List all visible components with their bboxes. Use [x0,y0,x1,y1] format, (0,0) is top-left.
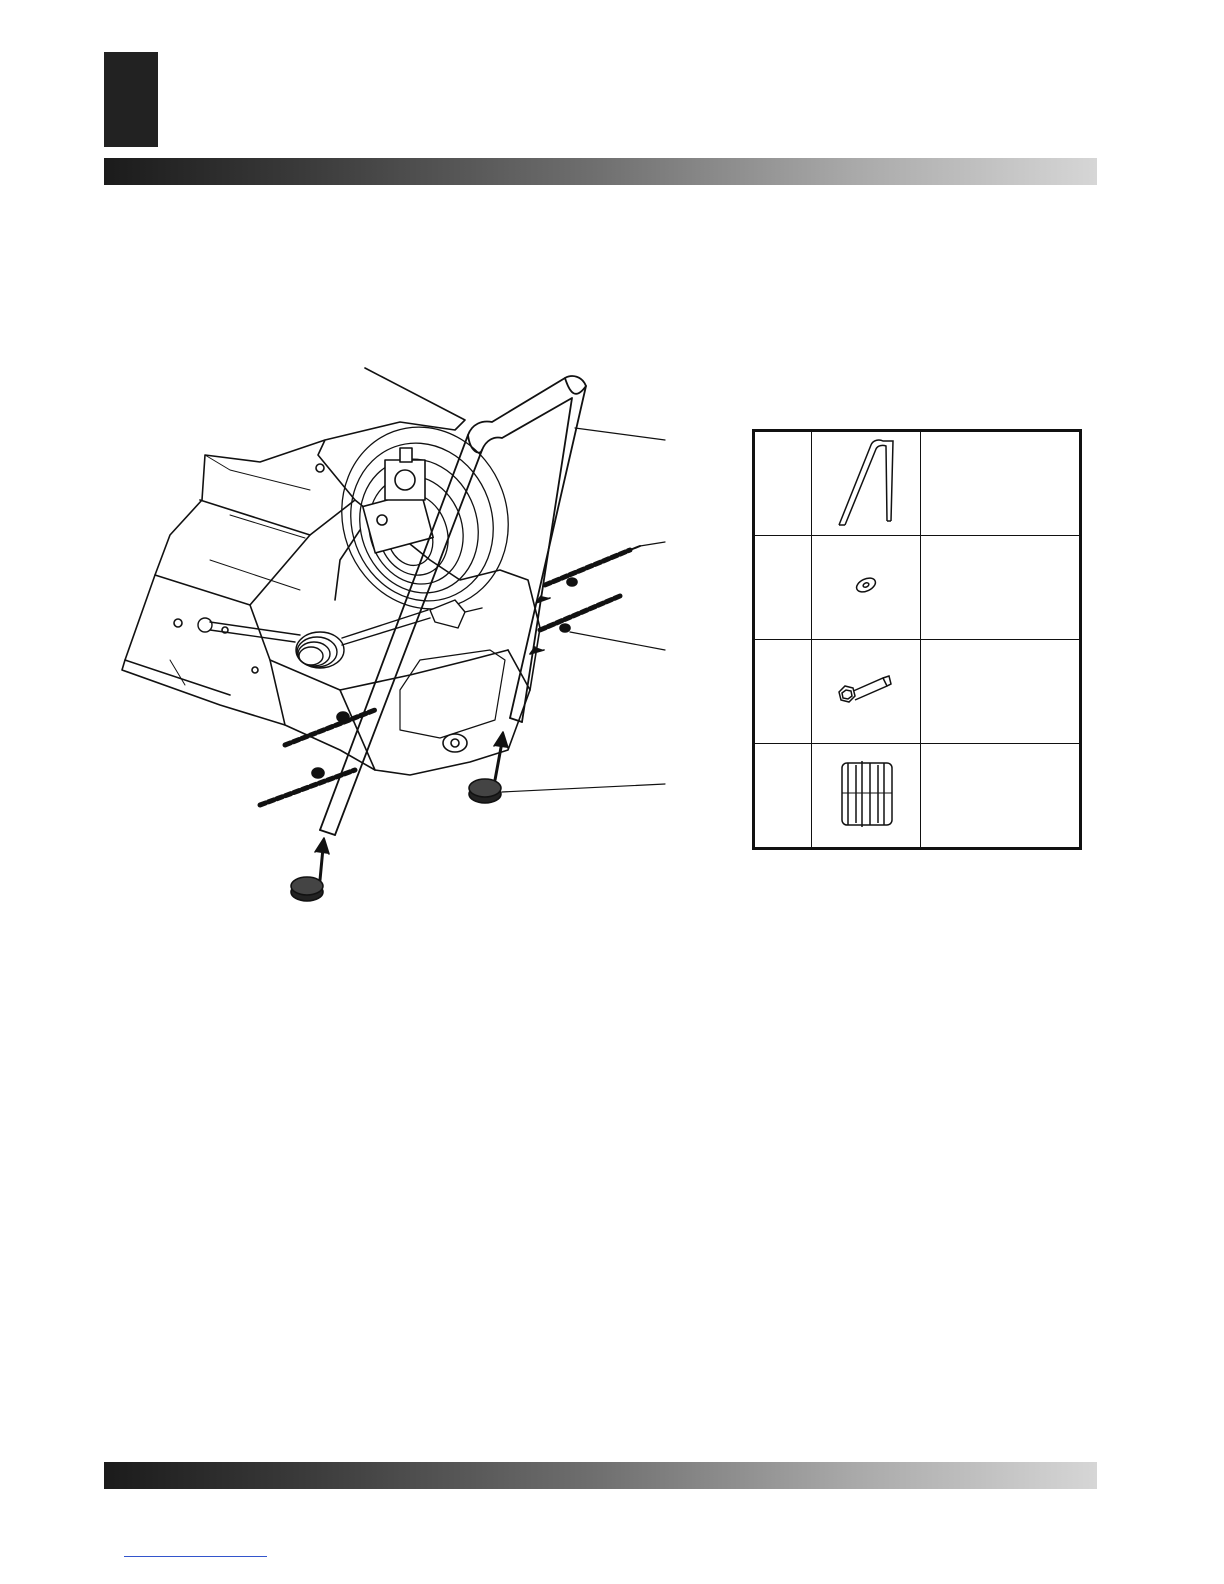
table-row [754,536,1081,640]
part-description [921,431,1081,536]
footer-bar [104,1462,1097,1489]
part-key [754,536,812,640]
handle-assembly-illustration [110,360,680,920]
part-key [754,640,812,744]
end-caps [291,732,508,901]
part-description [921,640,1081,744]
part-key [754,431,812,536]
part-image-cell [812,431,921,536]
table-row [754,431,1081,536]
table-row [754,640,1081,744]
part-description [921,536,1081,640]
burner-pump [335,448,433,600]
left-bolts [260,710,375,805]
handle-icon [831,433,901,529]
footer-link[interactable] [124,1556,267,1557]
section-tab [104,52,158,147]
bolt-icon [831,664,901,714]
part-key [754,744,812,849]
part-description [921,744,1081,849]
part-image-cell [812,536,921,640]
end-cap-icon [834,753,898,833]
header-bar [104,158,1097,185]
table-row [754,744,1081,849]
parts-table [752,429,1082,850]
part-image-cell [812,640,921,744]
washer-icon [846,570,886,600]
part-image-cell [812,744,921,849]
heater-body [122,368,540,775]
